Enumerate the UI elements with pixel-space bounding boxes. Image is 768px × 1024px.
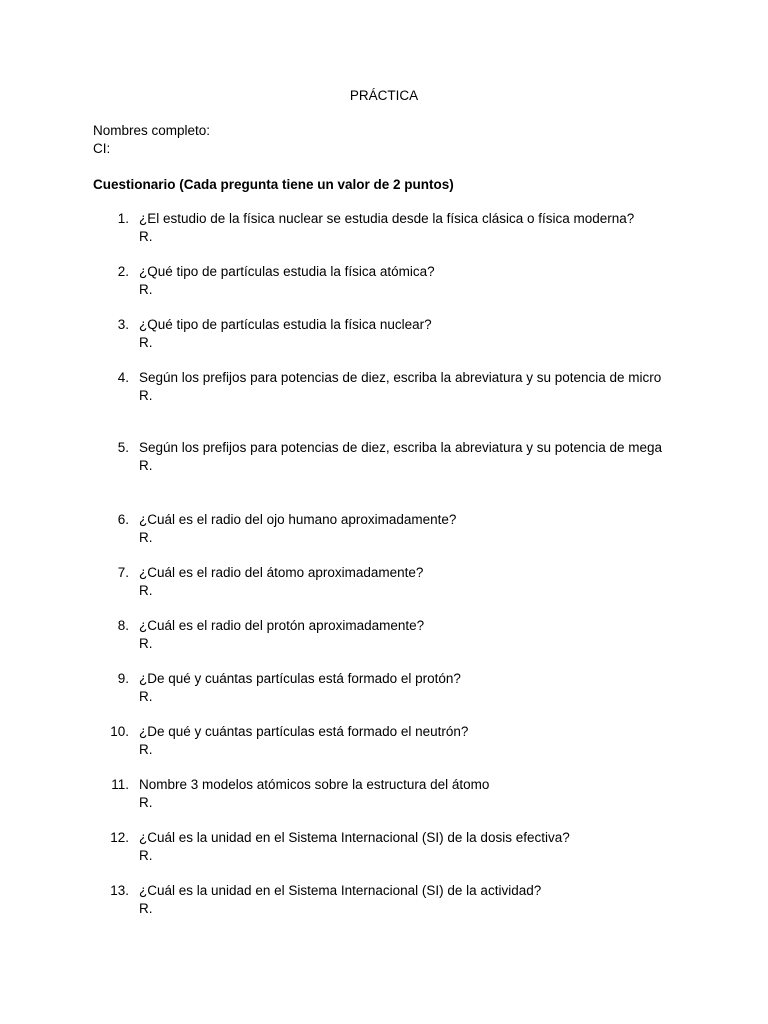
question-number: 1. bbox=[117, 211, 129, 226]
page-title: PRÁCTICA bbox=[349, 88, 419, 103]
question-text: Nombre 3 modelos atómicos sobre la estructura del átomo bbox=[139, 777, 490, 792]
question-number: 4. bbox=[117, 370, 129, 385]
answer-label: R. bbox=[139, 847, 153, 863]
question-text: ¿De qué y cuántas partículas está formado el protón? bbox=[139, 671, 461, 686]
question-text: ¿Cuál es el radio del ojo humano aproximadamente? bbox=[139, 512, 457, 527]
question-body bbox=[139, 723, 679, 758]
question-body bbox=[139, 316, 679, 351]
question-number: 5. bbox=[117, 440, 129, 455]
question-text: ¿El estudio de la física nuclear se estudia desde la física clásica o física moderna? bbox=[139, 211, 635, 226]
question-text: ¿Cuál es la unidad en el Sistema Internacional (SI) de la actividad? bbox=[139, 883, 542, 898]
answer-label: R. bbox=[139, 529, 153, 545]
answer-label: R. bbox=[139, 635, 153, 651]
question-text: ¿Qué tipo de partículas estudia la física nuclear? bbox=[139, 317, 432, 332]
question-body bbox=[139, 210, 679, 245]
question-number: 6. bbox=[117, 512, 129, 527]
question-number: 8. bbox=[117, 618, 129, 633]
question-number: 2. bbox=[117, 264, 129, 279]
question-number: 10. bbox=[110, 724, 129, 739]
question-text: ¿Cuál es la unidad en el Sistema Internacional (SI) de la dosis efectiva? bbox=[139, 830, 570, 845]
question-body bbox=[139, 776, 679, 811]
question-body bbox=[139, 511, 679, 546]
question-text: Según los prefijos para potencias de diez, escriba la abreviatura y su potencia de mega bbox=[139, 440, 663, 455]
answer-label: R. bbox=[139, 794, 153, 810]
question-body bbox=[139, 617, 679, 652]
answer-label: R. bbox=[139, 457, 153, 473]
question-body bbox=[139, 670, 679, 705]
answer-label: R. bbox=[139, 582, 153, 598]
question-body bbox=[139, 829, 679, 864]
question-body bbox=[139, 263, 679, 298]
question-number: 13. bbox=[110, 883, 129, 898]
ci-field-label: CI: bbox=[93, 141, 111, 156]
question-text: ¿Cuál es el radio del átomo aproximadamente? bbox=[139, 565, 424, 580]
question-number: 9. bbox=[117, 671, 129, 686]
question-number: 3. bbox=[117, 317, 129, 332]
questionnaire-heading: Cuestionario (Cada pregunta tiene un valor de 2 puntos) bbox=[93, 177, 454, 192]
question-text: ¿Cuál es el radio del protón aproximadamente? bbox=[139, 618, 425, 633]
question-text: Según los prefijos para potencias de diez, escriba la abreviatura y su potencia de micro bbox=[139, 370, 662, 385]
answer-label: R. bbox=[139, 334, 153, 350]
question-body bbox=[139, 564, 679, 599]
question-body bbox=[139, 882, 679, 917]
answer-label: R. bbox=[139, 387, 153, 403]
question-number: 11. bbox=[111, 777, 129, 792]
answer-label: R. bbox=[139, 900, 153, 916]
question-text: ¿De qué y cuántas partículas está formado el neutrón? bbox=[139, 724, 469, 739]
question-number: 7. bbox=[117, 565, 129, 580]
question-text: ¿Qué tipo de partículas estudia la física atómica? bbox=[139, 264, 435, 279]
question-number: 12. bbox=[110, 830, 129, 845]
answer-label: R. bbox=[139, 688, 153, 704]
answer-label: R. bbox=[139, 741, 153, 757]
answer-label: R. bbox=[139, 281, 153, 297]
question-body bbox=[139, 439, 679, 474]
name-field-label: Nombres completo: bbox=[93, 123, 211, 138]
question-body bbox=[139, 369, 679, 404]
answer-label: R. bbox=[139, 228, 153, 244]
